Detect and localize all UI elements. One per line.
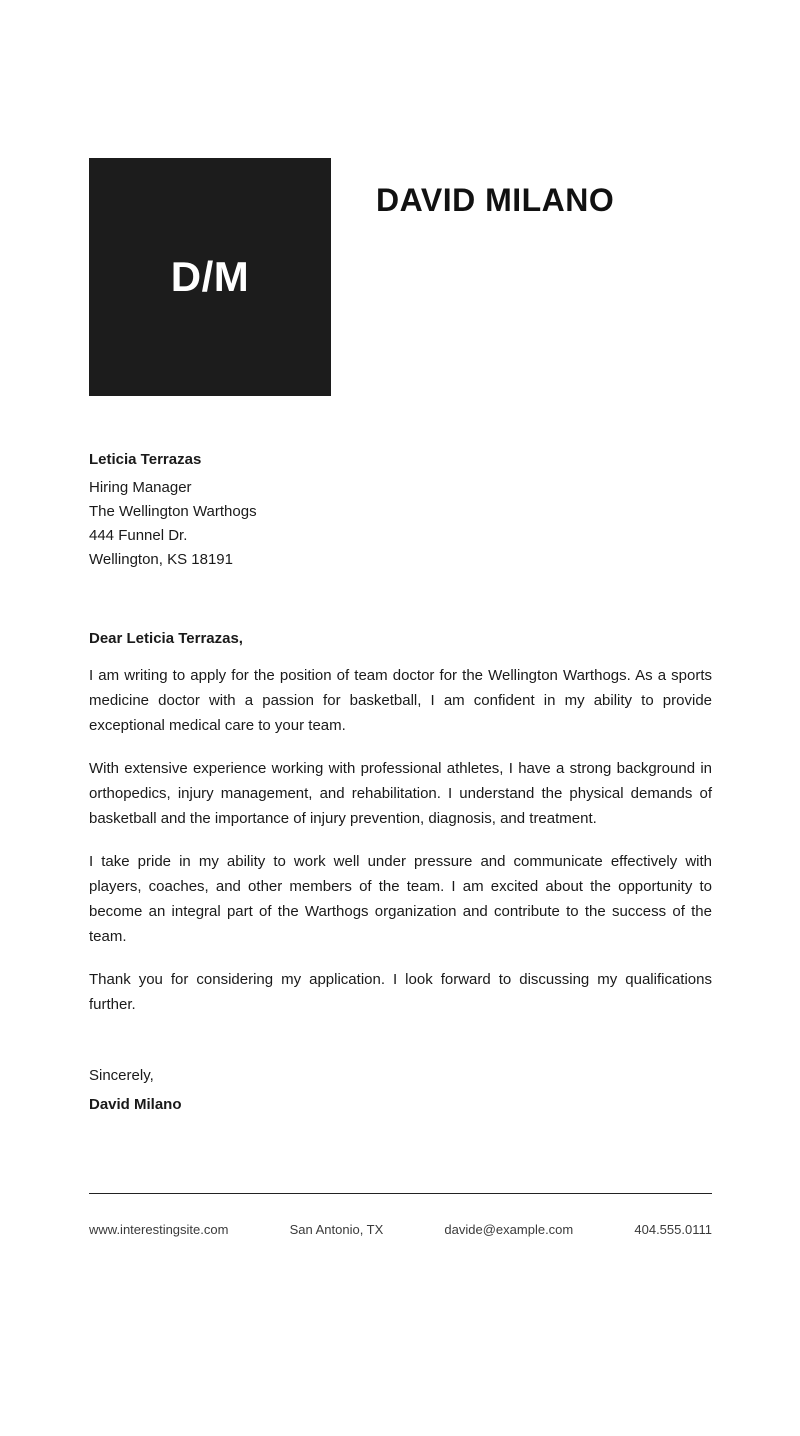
letter-body	[89, 626, 712, 1017]
paragraph-4: Thank you for considering my application. I look forward to discussing my qualifications further.	[89, 971, 712, 1013]
recipient-block	[89, 448, 712, 572]
sender-name-heading: DAVID MILANO	[376, 182, 615, 218]
paragraph-1: I am writing to apply for the position of team doctor for the Wellington Warthogs. As a sports medicine doctor with a passion for basketball, I am confident in my ability to provide exceptional medical care to your team.	[89, 667, 712, 734]
footer-location: San Antonio, TX	[289, 1222, 384, 1237]
footer-phone: 404.555.0111	[634, 1222, 712, 1237]
closing-salutation: Sincerely,	[89, 1067, 154, 1084]
recipient-company: The Wellington Warthogs	[89, 503, 257, 520]
recipient-title: Hiring Manager	[89, 479, 192, 496]
letter-footer	[89, 1193, 712, 1237]
footer-divider	[89, 1193, 712, 1194]
recipient-name: Leticia Terrazas	[89, 451, 202, 468]
footer-website: www.interestingsite.com	[89, 1222, 229, 1237]
letter-header	[89, 158, 712, 396]
signature-name: David Milano	[89, 1096, 182, 1113]
paragraph-3: I take pride in my ability to work well under pressure and communicate effectively with players, coaches, and other members of the team. I am excited about the opportunity to become an integral part of the Warthogs organization and contribute to the success of the team.	[89, 853, 712, 945]
recipient-address-line1: 444 Funnel Dr.	[89, 527, 188, 544]
footer-contact-row	[89, 1222, 712, 1237]
company-logo	[89, 158, 331, 396]
recipient-address-line2: Wellington, KS 18191	[89, 551, 233, 568]
salutation: Dear Leticia Terrazas,	[89, 630, 243, 647]
logo-monogram: D/M	[170, 253, 250, 300]
footer-email: davide@example.com	[444, 1222, 574, 1237]
paragraph-2: With extensive experience working with professional athletes, I have a strong background in orthopedics, injury management, and rehabilitation. I understand the physical demands of basketball and the importance of injury prevention, diagnosis, and treatment.	[89, 760, 712, 827]
closing-block	[89, 1063, 712, 1117]
